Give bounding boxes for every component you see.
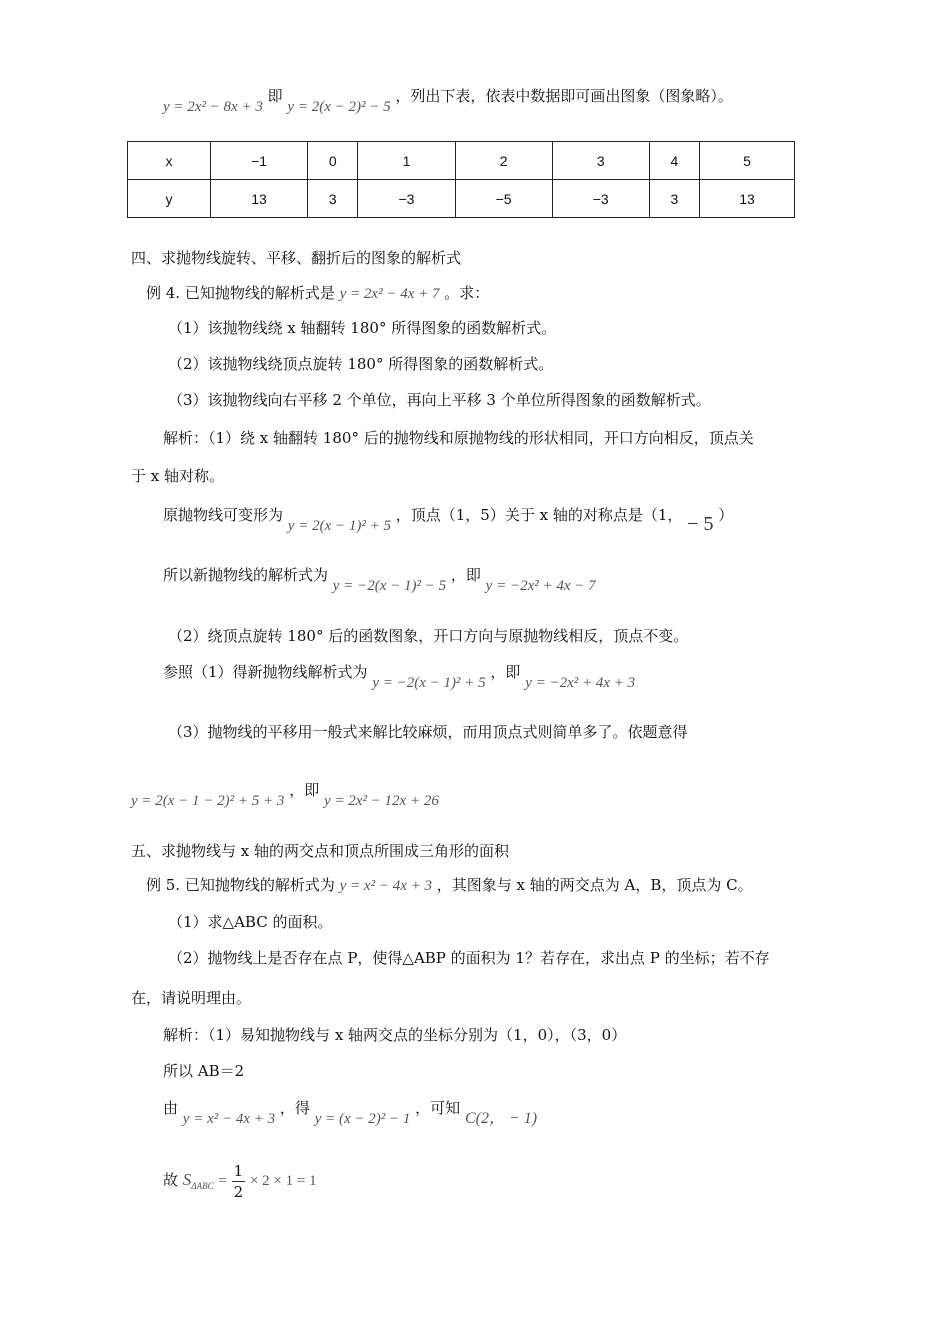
table-row-x (128, 142, 795, 180)
table-cell: 13 (211, 180, 308, 218)
sol1-c-neg: − 5 (687, 513, 714, 535)
intro-eq2: y = 2(x − 2)² − 5 (287, 99, 391, 115)
sol5-line-b: 所以 AB＝2 (163, 1062, 245, 1080)
intro-eq1: y = 2x² − 8x + 3 (163, 99, 263, 115)
example4-q3: （3）该抛物线向右平移 2 个单位，再向上平移 3 个单位所得图象的函数解析式。 (168, 391, 711, 409)
sol5-d-num: 1 (233, 1161, 244, 1180)
intro-line (163, 86, 733, 115)
sol5-d-sub: ΔABC (191, 1181, 214, 1191)
sol5-d-rest: × 2 × 1 = 1 (249, 1173, 317, 1189)
sol1-d-conj: ，即 (450, 566, 481, 584)
sol2-b-eq2: y = −2x² + 4x + 3 (525, 675, 636, 691)
sol5-d-prefix: 故 (163, 1171, 179, 1189)
sol3-line-a: （3）抛物线的平移用一般式来解比较麻烦，而用顶点式则简单多了。依题意得 (168, 723, 688, 741)
sol1-d-eq2: y = −2x² + 4x − 7 (485, 578, 596, 594)
example5-prefix: 例 5. 已知抛物线的解析式为 (146, 876, 335, 894)
sol1-line-d (163, 565, 596, 594)
sol2-b-conj: ，即 (490, 663, 521, 681)
sol5-line-a: 解析：（1）易知抛物线与 x 轴两交点的坐标分别为（1，0），（3，0） (163, 1026, 627, 1044)
example4-line (146, 283, 489, 304)
sol1-line-b: 于 x 轴对称。 (131, 467, 224, 485)
value-table (127, 141, 795, 218)
sol3-line-b (131, 780, 439, 809)
sol1-d-eq: y = −2(x − 1)² − 5 (332, 578, 447, 594)
sol5-line-c (163, 1098, 538, 1127)
sol2-b-eq: y = −2(x − 1)² + 5 (372, 675, 486, 691)
section4-heading: 四、求抛物线旋转、平移、翻折后的图象的解析式 (131, 249, 462, 267)
sol3-b-eq2: y = 2x² − 12x + 26 (324, 793, 439, 809)
sol2-line-b (163, 662, 636, 691)
example5-suffix: ，其图象与 x 轴的两交点为 A，B，顶点为 C。 (436, 876, 753, 894)
table-cell: 3 (308, 180, 358, 218)
sol3-b-conj: ，即 (289, 781, 320, 799)
table-cell: 3 (552, 142, 649, 180)
sol1-c-mid: ，顶点（1，5）关于 x 轴的对称点是（1， (395, 506, 683, 524)
sol5-d-eq-lhs: = (218, 1173, 227, 1189)
table-cell: −3 (358, 180, 455, 218)
table-cell: −5 (455, 180, 552, 218)
sol1-line-c (163, 504, 734, 535)
example4-q1: （1）该抛物线绕 x 轴翻转 180° 所得图象的函数解析式。 (168, 319, 557, 337)
example4-prefix: 例 4. 已知抛物线的解析式是 (146, 284, 335, 302)
sol1-c-prefix: 原抛物线可变形为 (163, 506, 284, 524)
example4-q2: （2）该抛物线绕顶点旋转 180° 所得图象的函数解析式。 (168, 355, 554, 373)
example5-q2-b: 在，请说明理由。 (131, 989, 252, 1007)
table-cell: 1 (358, 142, 455, 180)
sol5-line-d (163, 1158, 317, 1202)
table-cell: −1 (211, 142, 308, 180)
example5-q1: （1）求△ABC 的面积。 (168, 913, 333, 931)
sol5-c-prefix: 由 (163, 1099, 179, 1117)
table-cell: 5 (700, 142, 795, 180)
table-row-y (128, 180, 795, 218)
example5-eq: y = x² − 4x + 3 (339, 878, 432, 894)
sol1-c-end: ） (718, 506, 734, 524)
sol5-c-point: C(2， − 1) (464, 1110, 538, 1127)
example4-suffix: 。求： (444, 284, 490, 302)
sol3-b-eq: y = 2(x − 1 − 2)² + 5 + 3 (131, 793, 285, 809)
table-cell: 0 (308, 142, 358, 180)
table-cell: y (128, 180, 211, 218)
intro-conj: 即 (267, 87, 283, 105)
sol5-d-s: S (182, 1170, 192, 1189)
sol1-c-eq: y = 2(x − 1)² + 5 (287, 518, 391, 534)
example4-eq: y = 2x² − 4x + 7 (339, 286, 440, 302)
sol5-c-mid2: ，可知 (415, 1099, 461, 1117)
intro-text: ，列出下表，依表中数据即可画出图象（图象略）。 (395, 87, 733, 105)
sol5-d-fraction (232, 1161, 246, 1202)
table-cell: 2 (455, 142, 552, 180)
sol5-c-eq2: y = (x − 2)² − 1 (314, 1111, 411, 1127)
table-cell: −3 (552, 180, 649, 218)
example5-line (146, 875, 753, 896)
table-cell: x (128, 142, 211, 180)
sol5-c-eq: y = x² − 4x + 3 (182, 1111, 276, 1127)
section5-heading: 五、求抛物线与 x 轴的两交点和顶点所围成三角形的面积 (131, 842, 509, 860)
table-cell: 13 (700, 180, 795, 218)
example5-q2-a: （2）抛物线上是否存在点 P，使得△ABP 的面积为 1？若存在，求出点 P 的坐标；若不存 (168, 949, 770, 967)
sol2-b-prefix: 参照（1）得新抛物线解析式为 (163, 663, 368, 681)
table-cell: 4 (649, 142, 699, 180)
sol1-line-a: 解析：（1）绕 x 轴翻转 180° 后的抛物线和原抛物线的形状相同，开口方向相反，顶点关 (163, 429, 754, 447)
sol5-c-mid: ，得 (279, 1099, 310, 1117)
table-cell: 3 (649, 180, 699, 218)
sol2-line-a: （2）绕顶点旋转 180° 后的函数图象，开口方向与原抛物线相反，顶点不变。 (168, 627, 689, 645)
sol1-d-prefix: 所以新抛物线的解析式为 (163, 566, 329, 584)
sol5-d-den: 2 (233, 1182, 244, 1201)
